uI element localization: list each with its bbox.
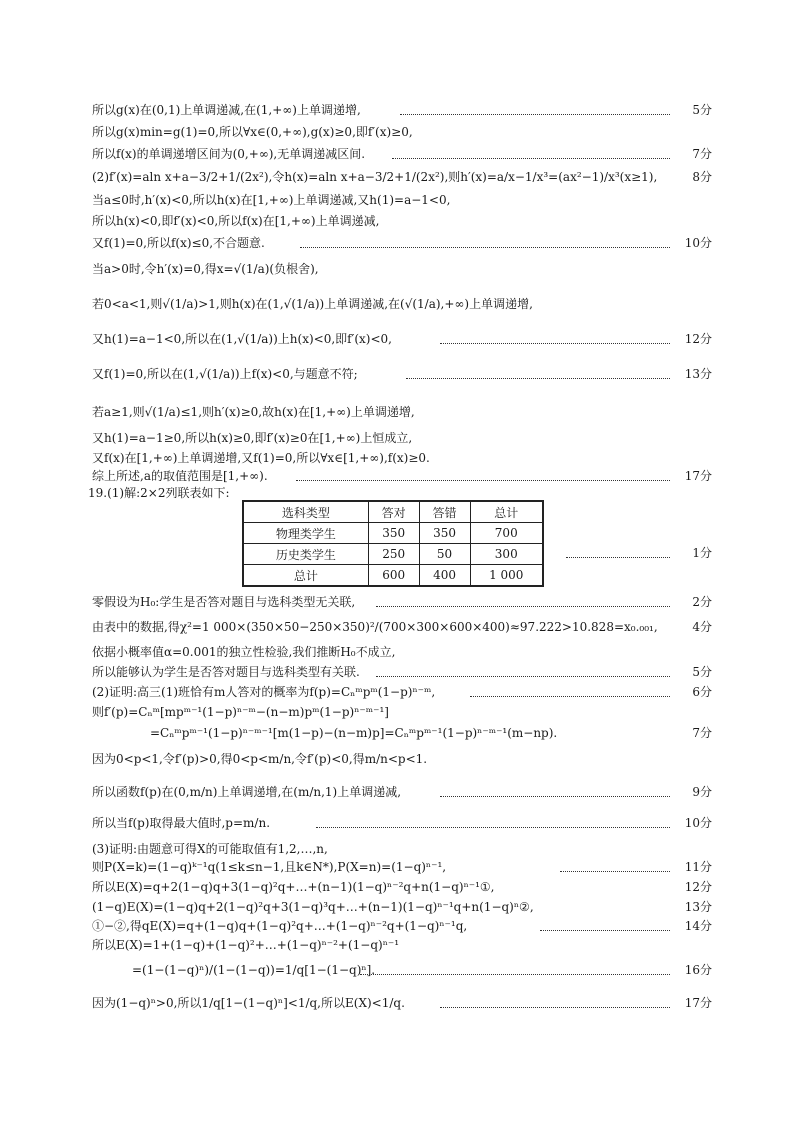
solution-line: 所以当f(p)取得最大值时,p=m/n. [92,816,271,830]
solution-line: ①−②,得qE(X)=q+(1−q)q+(1−q)²q+…+(1−q)ⁿ⁻²q+(1−q)ⁿ⁻¹q, [92,919,468,933]
solution-line: 所以E(X)=q+2(1−q)q+3(1−q)²q+…+(n−1)(1−q)ⁿ⁻²q+n(1−q)ⁿ⁻¹①, [92,880,495,894]
score-mark: 6分 [692,685,712,699]
solution-line: 若0<a<1,则√(1/a)>1,则h(x)在(1,√(1/a))上单调递减,在(√(1/a),+∞)上单调递增, [92,297,533,311]
leader-dots [316,827,670,828]
score-mark: 17分 [684,469,712,483]
score-mark: 16分 [684,963,712,977]
table-header-cell: 答错 [419,501,470,523]
score-mark: 5分 [692,665,712,679]
solution-line: 当a≤0时,h′(x)<0,所以h(x)在[1,+∞)上单调递减,又h(1)=a−1<0, [92,193,451,207]
solution-line: (2)f′(x)=aln x+a−3/2+1/(2x²),令h(x)=aln x+a−3/2+1/(2x²),则h′(x)=a/x−1/x³=(ax²−1)/x³(x≥1), [92,170,658,184]
score-mark: 14分 [684,919,712,933]
table-header-cell: 选科类型 [243,501,368,523]
leader-dots [392,158,670,159]
solution-line: 又f(1)=0,所以f(x)≤0,不合题意. [92,236,265,250]
table-header-cell: 答对 [368,501,419,523]
table-cell: 总计 [243,565,368,587]
score-mark: 7分 [692,147,712,161]
solution-line: 又h(1)=a−1≥0,所以h(x)≥0,即f′(x)≥0在[1,+∞)上恒成立, [92,431,413,445]
solution-line: 所以E(X)=1+(1−q)+(1−q)²+…+(1−q)ⁿ⁻²+(1−q)ⁿ⁻¹ [92,938,400,952]
solution-line: (2)证明:高三(1)班恰有m人答对的概率为f(p)=Cₙᵐpᵐ(1−p)ⁿ⁻ᵐ, [92,685,436,699]
table-cell: 物理类学生 [243,523,368,544]
leader-dots [296,480,670,481]
score-mark: 17分 [684,996,712,1010]
solution-line: 所以g(x)在(0,1)上单调递减,在(1,+∞)上单调递增, [92,103,361,117]
score-mark: 13分 [684,900,712,914]
solution-line: 因为0<p<1,令f′(p)>0,得0<p<m/n,令f′(p)<0,得m/n<p<1. [92,752,428,766]
score-mark: 8分 [692,170,712,184]
score-mark: 4分 [692,620,712,634]
leader-dots [440,796,670,797]
solution-line: 又f(x)在[1,+∞)上单调递增,又f(1)=0,所以∀x∈[1,+∞),f(x)≥0. [92,451,430,465]
solution-line: 所以g(x)min=g(1)=0,所以∀x∈(0,+∞),g(x)≥0,即f′(x)≥0, [92,125,413,139]
score-mark: 10分 [684,816,712,830]
solution-line: (3)证明:由题意可得X的可能取值有1,2,…,n, [92,842,328,856]
solution-line: 依据小概率值α=0.001的独立性检验,我们推断H₀不成立, [92,645,396,659]
leader-dots [540,930,670,931]
solution-line: 又h(1)=a−1<0,所以在(1,√(1/a))上h(x)<0,即f′(x)<0, [92,332,392,346]
score-mark: 9分 [692,785,712,799]
score-mark: 11分 [684,860,712,874]
score-mark: 13分 [684,367,712,381]
score-mark: 10分 [684,236,712,250]
question-heading: 19.(1)解:2×2列联表如下: [88,486,230,500]
score-mark: 2分 [692,595,712,609]
solution-line: 则P(X=k)=(1−q)ᵏ⁻¹q(1≤k≤n−1,且k∈N*),P(X=n)=(1−q)ⁿ⁻¹, [92,860,447,874]
solution-line: 所以函数f(p)在(0,m/n)上单调递增,在(m/n,1)上单调递减, [92,785,402,799]
table-header-cell: 总计 [470,501,543,523]
table-header-row [243,501,543,523]
solution-line: (1−q)E(X)=(1−q)q+2(1−q)²q+3(1−q)³q+…+(n−1)(1−q)ⁿ⁻¹q+n(1−q)ⁿ②, [92,900,534,914]
table-row [243,523,543,544]
score-mark: 12分 [684,880,712,894]
table-cell: 历史类学生 [243,544,368,565]
solution-line: =Cₙᵐpᵐ⁻¹(1−p)ⁿ⁻ᵐ⁻¹[m(1−p)−(n−m)p]=Cₙᵐpᵐ⁻¹(1−p)ⁿ⁻ᵐ⁻¹(m−np). [150,726,558,740]
leader-dots [400,114,670,115]
solution-line: 由表中的数据,得χ²=1 000×(350×50−250×350)²/(700×300×600×400)≈97.222>10.828=x₀.₀₀₁, [92,620,658,634]
score-mark: 5分 [692,103,712,117]
leader-dots [560,871,670,872]
score-mark: 7分 [692,726,712,740]
table-cell: 250 [368,544,419,565]
table-cell: 50 [419,544,470,565]
table-cell: 700 [470,523,543,544]
score-mark: 1分 [692,546,712,560]
solution-line: 因为(1−q)ⁿ>0,所以1/q[1−(1−q)ⁿ]<1/q,所以E(X)<1/q. [92,996,405,1010]
leader-dots [360,974,670,975]
score-mark: 12分 [684,332,712,346]
table-row [243,565,543,587]
solution-line: 若a≥1,则√(1/a)≤1,则h′(x)≥0,故h(x)在[1,+∞)上单调递增, [92,405,415,419]
solution-line: 所以f(x)的单调递增区间为(0,+∞),无单调递减区间. [92,147,366,161]
solution-line: =(1−(1−q)ⁿ)/(1−(1−q))=1/q[1−(1−q)ⁿ]. [132,963,376,977]
table-cell: 1 000 [470,565,543,587]
leader-dots [440,1007,670,1008]
table-cell: 300 [470,544,543,565]
table-cell: 400 [419,565,470,587]
table-cell: 350 [368,523,419,544]
leader-dots [376,606,670,607]
solution-line: 所以h(x)<0,即f′(x)<0,所以f(x)在[1,+∞)上单调递减, [92,214,380,228]
leader-dots [440,343,670,344]
solution-line: 又f(1)=0,所以在(1,√(1/a))上f(x)<0,与题意不符; [92,367,358,381]
solution-line: 零假设为H₀:学生是否答对题目与选科类型无关联, [92,595,356,609]
leader-dots [470,696,670,697]
contingency-table [242,500,544,587]
table-cell: 600 [368,565,419,587]
leader-dots [406,378,670,379]
leader-dots [300,247,670,248]
solution-line: 综上所述,a的取值范围是[1,+∞). [92,469,268,483]
solution-line: 则f′(p)=Cₙᵐ[mpᵐ⁻¹(1−p)ⁿ⁻ᵐ−(n−m)pᵐ(1−p)ⁿ⁻ᵐ⁻¹] [92,705,389,719]
table-row [243,544,543,565]
solution-line: 当a>0时,令h′(x)=0,得x=√(1/a)(负根舍), [92,262,319,276]
table-cell: 350 [419,523,470,544]
solution-line: 所以能够认为学生是否答对题目与选科类型有关联. [92,665,360,679]
leader-dots [376,676,670,677]
leader-dots [566,557,670,558]
